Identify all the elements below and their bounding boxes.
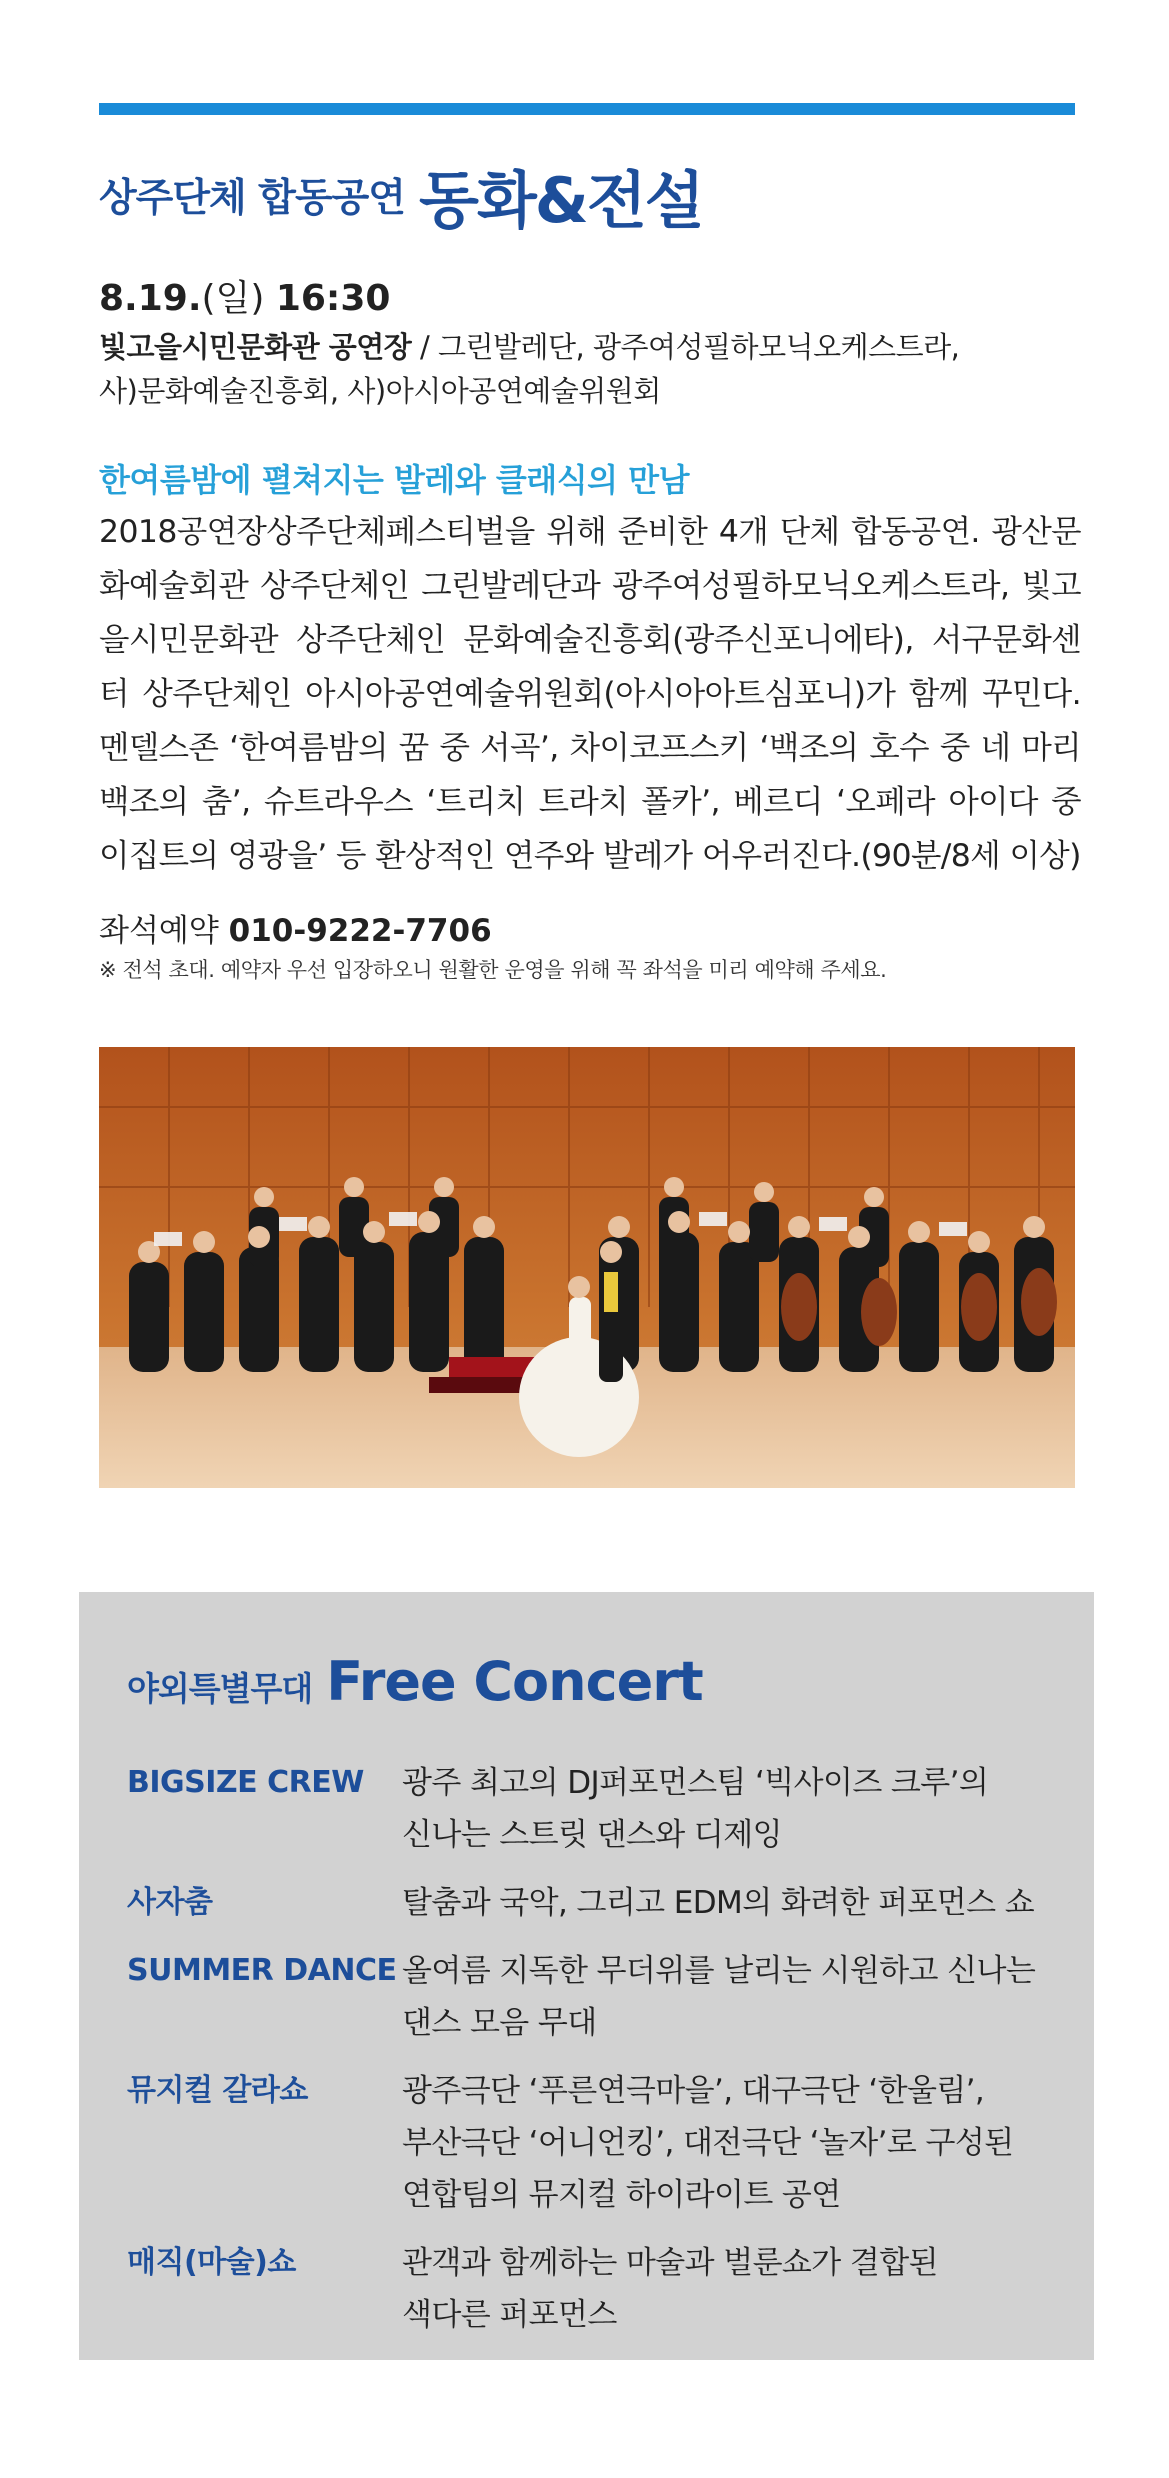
free-concert-subtitle: 야외특별무대 — [127, 1669, 313, 1708]
reservation — [99, 905, 492, 950]
list-item-description — [402, 2237, 938, 2341]
page-subtitle: 상주단체 합동공연 — [99, 176, 405, 221]
event-date — [99, 270, 390, 321]
description-line: 광주 최고의 DJ퍼포먼스팀 ‘빅사이즈 크루’의 — [402, 1765, 989, 1801]
venue-name: 빛고을시민문화관 공연장 — [99, 330, 412, 364]
free-concert-title-main: Free Concert — [326, 1650, 703, 1713]
list-item-description — [402, 1945, 1035, 2049]
free-concert-list — [127, 1757, 1077, 2357]
description-line: 탈춤과 국악, 그리고 EDM의 화려한 퍼포먼스 쇼 — [402, 1885, 1035, 1921]
top-accent-bar — [99, 103, 1075, 115]
list-item-name: 뮤지컬 갈라쇼 — [127, 2073, 308, 2108]
reservation-label: 좌석예약 — [99, 913, 229, 949]
page-title — [99, 150, 703, 240]
description-line: 부산극단 ‘어니언킹’, 대전극단 ‘놀자’로 구성된 — [402, 2125, 1014, 2161]
event-day: (일) — [201, 278, 265, 319]
description-line: 관객과 함께하는 마술과 벌룬쇼가 결합된 — [402, 2245, 938, 2281]
performers-line-1: / 그린발레단, 광주여성필하모닉오케스트라, — [411, 330, 960, 364]
description-line: 연합팀의 뮤지컬 하이라이트 공연 — [402, 2177, 841, 2213]
event-date-value: 8.19. — [99, 278, 202, 319]
description-line: 광주극단 ‘푸른연극마을’, 대구극단 ‘한울림’, — [402, 2073, 985, 2109]
intro-body: 2018공연장상주단체페스티벌을 위해 준비한 4개 단체 합동공연. 광산문화예술회관 상주단체인 그린발레단과 광주여성필하모닉오케스트라, 빛고을시민문화관 상주단체인 문화예술진흥회(광주신포니에타), 서구문화센터 상주단체인 아시아공연예술위원회(아시아아트심포니)가 함께 꾸민다. 멘델스존 ‘한여름밤의 꿈 중 서곡’, 차이코프스키 ‘백조의 호수 중 네 마리 백조의 춤’, 슈트라우스 ‘트리치 트라치 폴카’, 베르디 ‘오페라 아이다 중 이집트의 영광을’ 등 환상적인 연주와 발레가 어우러진다.(90분/8세 이상) — [99, 514, 1081, 874]
description-line: 색다른 퍼포먼스 — [402, 2297, 617, 2333]
event-venue — [99, 325, 1089, 413]
list-item-name: 매직(마술)쇼 — [127, 2245, 296, 2280]
reservation-phone[interactable]: 010-9222-7706 — [228, 913, 492, 949]
description-line: 댄스 모음 무대 — [402, 2005, 597, 2041]
free-concert-title — [127, 1650, 703, 1713]
orchestra-photo-illustration — [99, 1047, 1075, 1488]
reservation-note: ※ 전석 초대. 예약자 우선 입장하오니 원활한 운영을 위해 꼭 좌석을 미리 예약해 주세요. — [99, 958, 887, 982]
list-item-description — [402, 2065, 1014, 2221]
list-item — [127, 2237, 1077, 2341]
list-item — [127, 1945, 1077, 2049]
list-item — [127, 2065, 1077, 2221]
free-concert-panel — [79, 1592, 1094, 2360]
list-item-description — [402, 1757, 988, 1861]
list-item-name: 사자춤 — [127, 1885, 213, 1920]
description-line: 올여름 지독한 무더위를 날리는 시원하고 신나는 — [402, 1953, 1036, 1989]
list-item — [127, 1757, 1077, 1861]
list-item-name: SUMMER DANCE — [127, 1953, 397, 1988]
intro-heading: 한여름밤에 펼쳐지는 발레와 클래식의 만남 — [99, 461, 689, 499]
event-time: 16:30 — [275, 278, 391, 319]
performers-line-2: 사)문화예술진흥회, 사)아시아공연예술위원회 — [99, 374, 661, 408]
list-item-name: BIGSIZE CREW — [127, 1765, 364, 1800]
list-item — [127, 1877, 1077, 1929]
list-item-description — [402, 1877, 1034, 1929]
orchestra-ballet-photo — [99, 1047, 1075, 1488]
description-line: 신나는 스트릿 댄스와 디제잉 — [402, 1817, 782, 1853]
page-title-main: 동화&전설 — [418, 163, 703, 237]
